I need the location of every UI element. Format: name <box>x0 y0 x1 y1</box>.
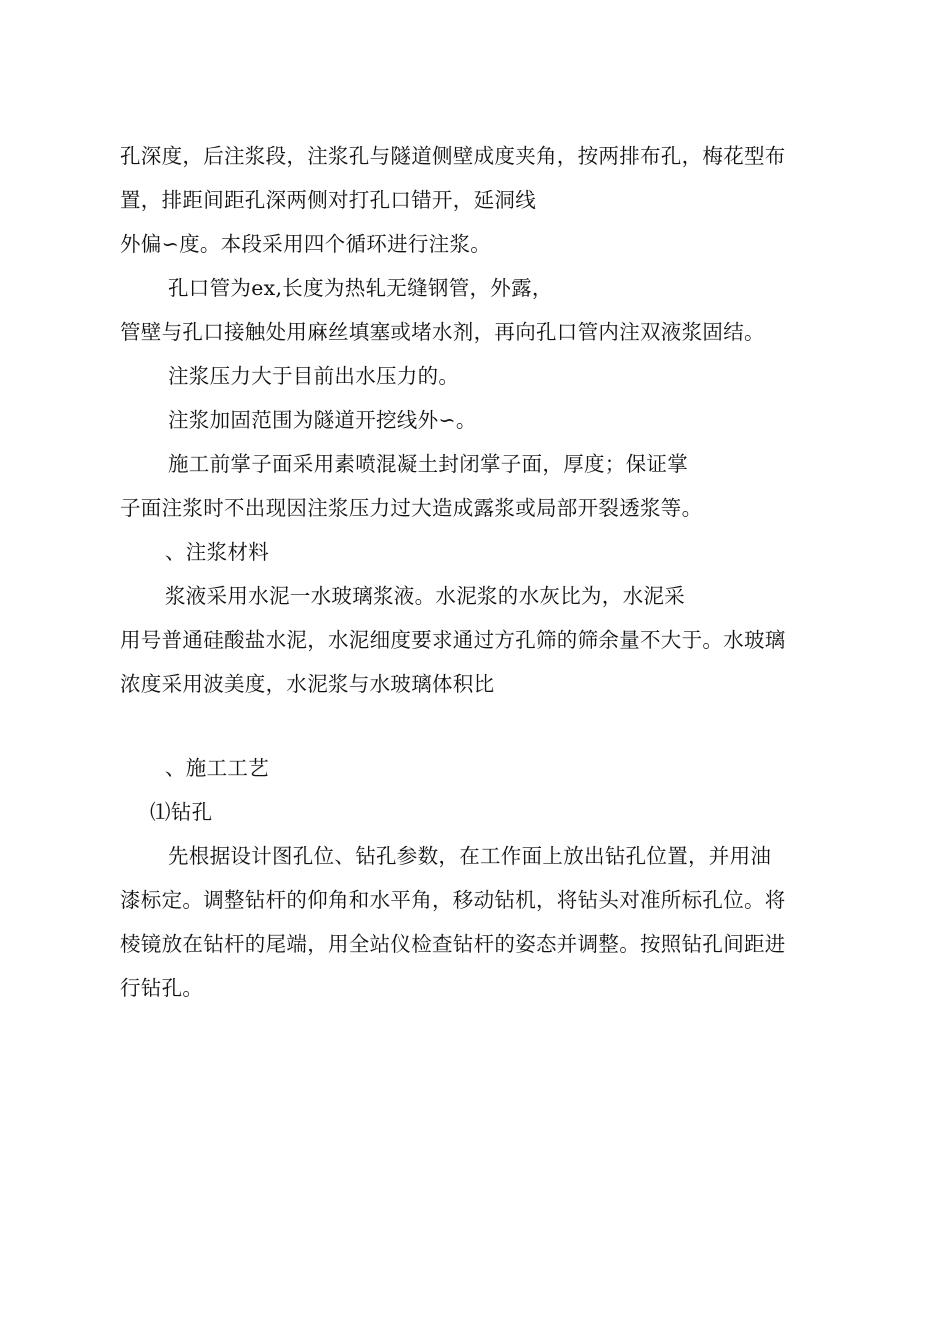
text-line: 管壁与孔口接触处用麻丝填塞或堵水剂，再向孔口管内注双液浆固结。 <box>120 320 765 344</box>
text-line: 漆标定。调整钻杆的仰角和水平角，移动钻机，将钻头对准所标孔位。将 <box>120 888 786 912</box>
text-line: 注浆压力大于目前出水压力的。 <box>168 364 460 388</box>
text-line: 浓度采用波美度，水泥浆与水玻璃体积比 <box>120 672 495 696</box>
text-line: 置，排距间距孔深两侧对打孔口错开，延洞线 <box>120 188 536 212</box>
text-line: 用号普通硅酸盐水泥，水泥细度要求通过方孔筛的筛余量不大于。水玻璃 <box>120 628 786 652</box>
text-line: 注浆加固范围为隧道开挖线外∽。 <box>168 408 477 432</box>
subsection-heading: ⑴钻孔 <box>150 800 213 824</box>
text-line: 先根据设计图孔位、钻孔参数，在工作面上放出钻孔位置，并用油 <box>168 844 772 868</box>
text-line: 孔深度，后注浆段，注浆孔与隧道侧壁成度夹角，按两排布孔，梅花型布 <box>120 144 786 168</box>
section-heading: 、施工工艺 <box>165 756 269 780</box>
text-line: 子面注浆时不出现因注浆压力过大造成露浆或局部开裂透浆等。 <box>120 496 703 520</box>
text-line: 孔口管为ex,长度为热轧无缝钢管，外露， <box>168 276 553 300</box>
text-line: 行钻孔。 <box>120 976 204 1000</box>
text-line: 外偏∽度。本段采用四个循环进行注浆。 <box>120 232 492 256</box>
text-line: 浆液采用水泥一水玻璃浆液。水泥浆的水灰比为，水泥采 <box>165 584 685 608</box>
text-line: 施工前掌子面采用素喷混凝土封闭掌子面，厚度；保证掌 <box>168 452 688 476</box>
text-line: 棱镜放在钻杆的尾端，用全站仪检查钻杆的姿态并调整。按照钻孔间距进 <box>120 932 786 956</box>
section-heading: 、注浆材料 <box>165 540 269 564</box>
